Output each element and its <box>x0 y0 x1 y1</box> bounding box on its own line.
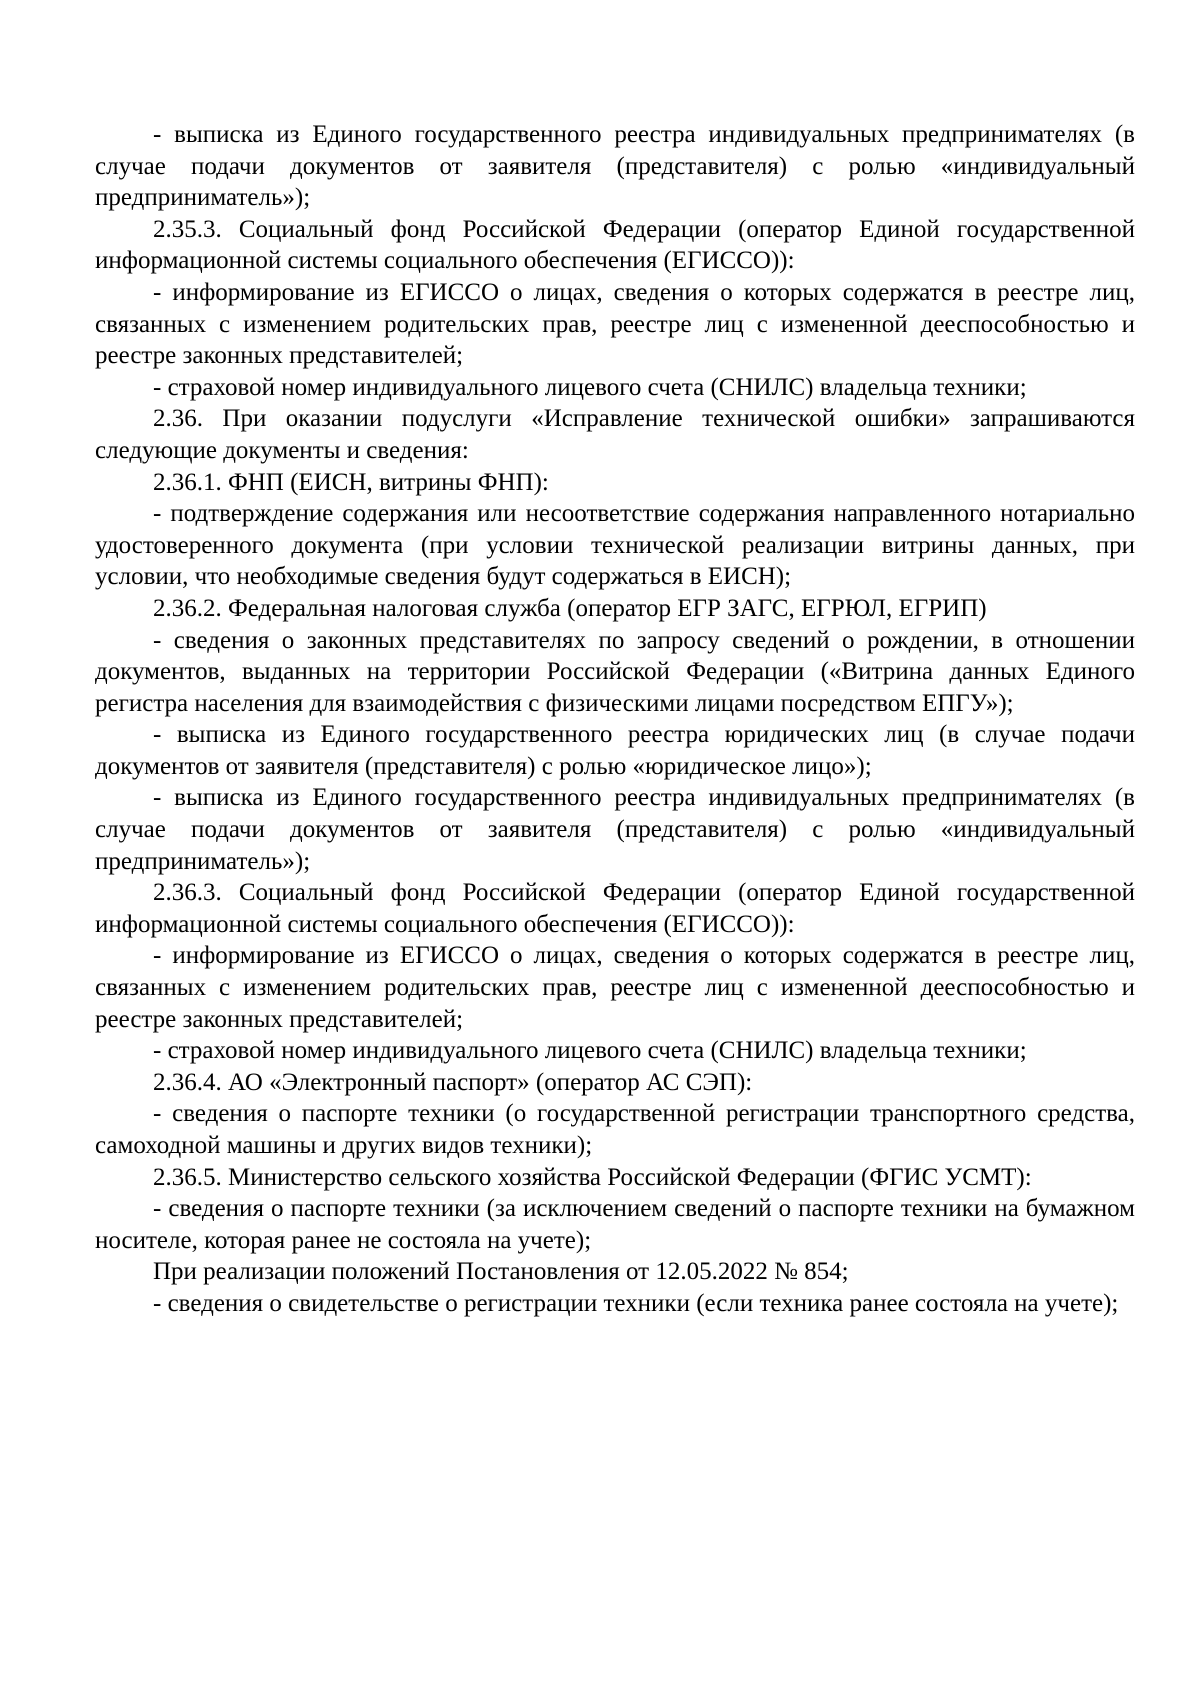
paragraph-snils: - страховой номер индивидуального лицевого счета (СНИЛС) владельца техники; <box>153 373 1027 401</box>
paragraph-notary-confirmation: - подтверждение содержания или несоответствие содержания направленного нотариально удостоверенного документа (при условии технической реализации витрины данных, при условии, что необходимые сведения будут содержаться в ЕИСН); <box>95 500 1135 591</box>
paragraph-legal-entity-extract: - выписка из Единого государственного реестра юридических лиц (в случае подачи документов от заявителя (представителя) с ролью «юридическое лицо»); <box>95 721 1135 780</box>
paragraph-legal-representatives: - сведения о законных представителях по запросу сведений о рождении, в отношении документов, выданных на территории Российской Федерации («Витрина данных Единого регистра населения для взаимодействия с физическими лицами посредством ЕПГУ»); <box>95 626 1135 717</box>
paragraph-egisso-info: - информирование из ЕГИССО о лицах, сведения о которых содержатся в реестре лиц, связанных с изменением родительских прав, реестре лиц с измененной дееспособностью и реестре законных представителей; <box>95 278 1135 370</box>
paragraph-egisso-info-2: - информирование из ЕГИССО о лицах, сведения о которых содержатся в реестре лиц, связанных с изменением родительских прав, реестре лиц с измененной дееспособностью и реестре законных представителей; <box>95 942 1135 1033</box>
paragraph-2-36: 2.36. При оказании подуслуги «Исправление технической ошибки» запрашиваются следующие документы и сведения: <box>95 405 1135 464</box>
paragraph-resolution-854: При реализации положений Постановления от 12.05.2022 № 854; <box>153 1258 849 1286</box>
paragraph-2-36-4: 2.36.4. АО «Электронный паспорт» (оператор АС СЭП): <box>153 1068 753 1096</box>
paragraph-2-36-3: 2.36.3. Социальный фонд Российской Федерации (оператор Единой государственной информационной системы социального обеспечения (ЕГИССО)): <box>95 879 1135 938</box>
paragraph-2-36-1: 2.36.1. ФНП (ЕИСН, витрины ФНП): <box>153 468 549 496</box>
paragraph-snils-2: - страховой номер индивидуального лицевого счета (СНИЛС) владельца техники; <box>153 1037 1027 1065</box>
paragraph-2-35-3: 2.35.3. Социальный фонд Российской Федерации (оператор Единой государственной информационной системы социального обеспечения (ЕГИССО)): <box>95 215 1135 275</box>
paragraph-vehicle-passport: - сведения о паспорте техники (о государственной регистрации транспортного средства, самоходной машины и других видов техники); <box>95 1100 1135 1159</box>
paragraph-paper-passport: - сведения о паспорте техники (за исключением сведений о паспорте техники на бумажном носителе, которая ранее не состояла на учете); <box>95 1195 1135 1254</box>
paragraph-registration-certificate: - сведения о свидетельстве о регистрации техники (если техника ранее состояла на учете); <box>153 1289 1119 1317</box>
paragraph-2-36-2: 2.36.2. Федеральная налоговая служба (оператор ЕГР ЗАГС, ЕГРЮЛ, ЕГРИП) <box>153 594 987 622</box>
paragraph-ip-extract: - выписка из Единого государственного реестра индивидуальных предпринимателях (в случае подачи документов от заявителя (представителя) с ролью «индивидуальный предприниматель»); <box>95 121 1135 212</box>
paragraph-ip-extract-2: - выписка из Единого государственного реестра индивидуальных предпринимателях (в случае подачи документов от заявителя (представителя) с ролью «индивидуальный предприниматель»); <box>95 784 1135 875</box>
paragraph-2-36-5: 2.36.5. Министерство сельского хозяйства Российской Федерации (ФГИС УСМТ): <box>153 1163 1032 1191</box>
document-page <box>95 119 1135 1320</box>
